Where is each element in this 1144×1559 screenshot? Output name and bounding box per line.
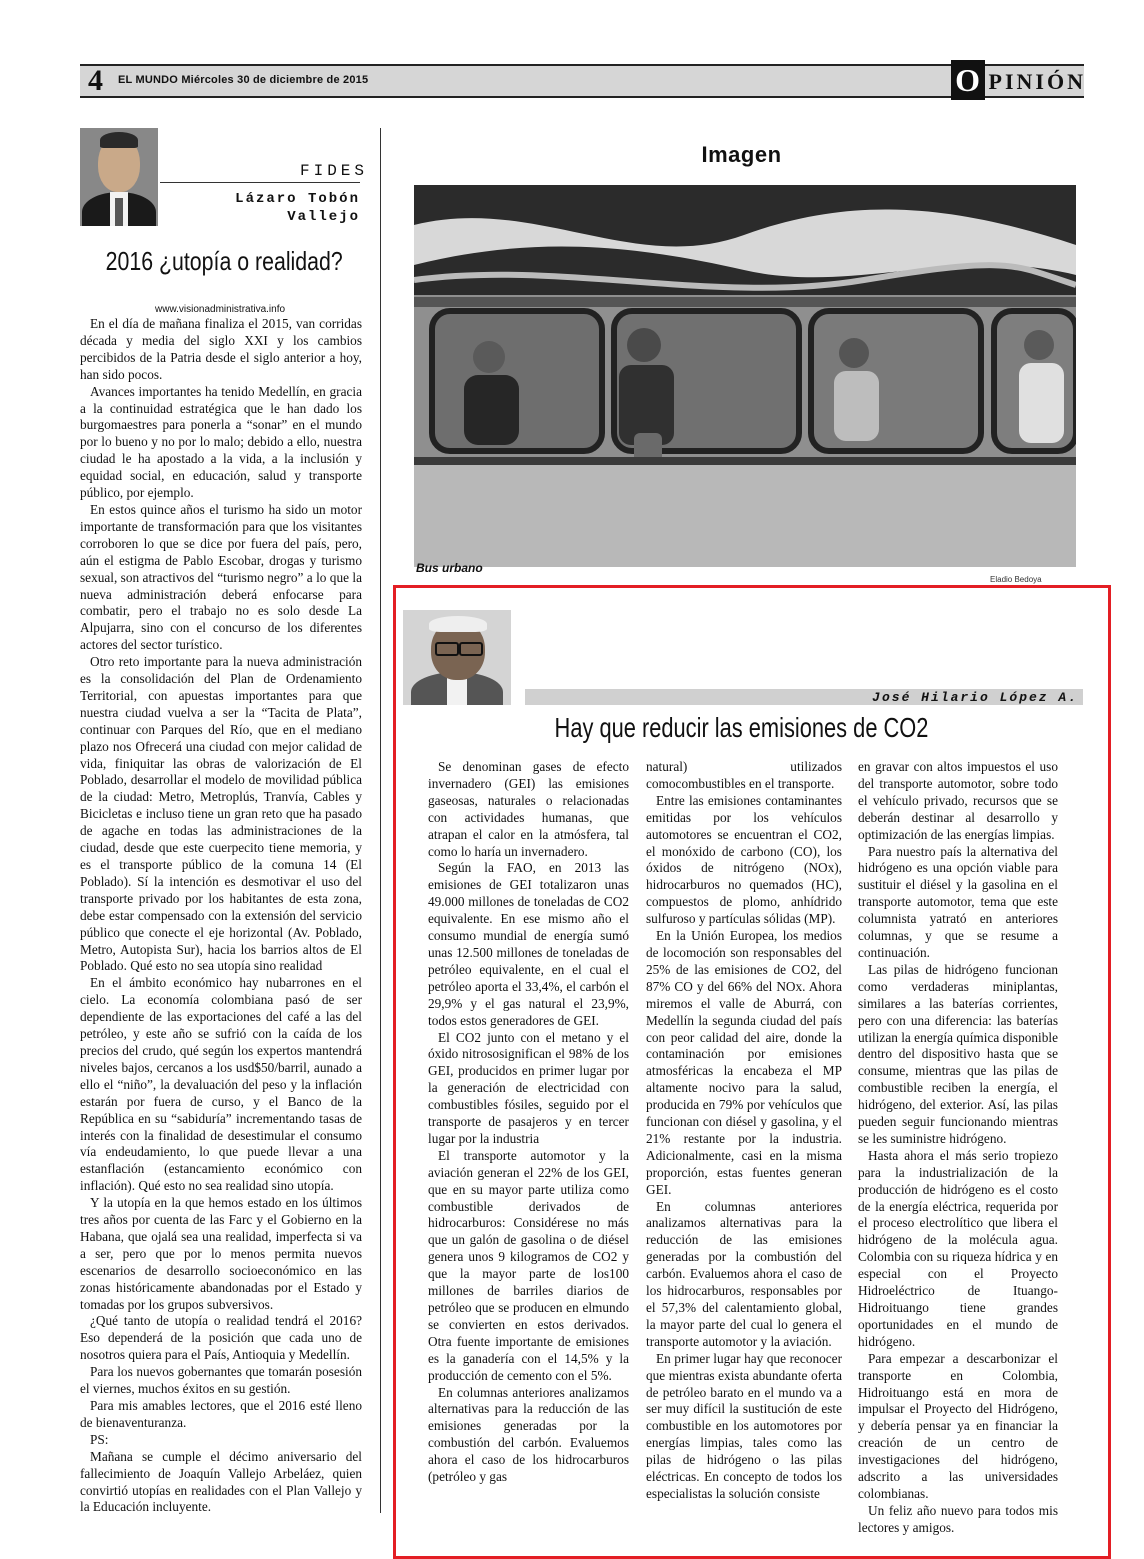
column-divider [380,128,381,1513]
paragraph: Un feliz año nuevo para todos mis lectores y amigos. [858,1502,1058,1535]
right-article-column-3 [858,759,1058,1537]
paragraph: Para los nuevos gobernantes que tomarán posesión el viernes, muchos éxitos en su gestión. [80,1364,362,1397]
bus-photo [414,185,1076,567]
paragraph: Entre las emisiones contaminantes emitidas por los vehículos automotores se encuentran el CO2, el monóxido de carbono (CO), los óxidos de nitrógeno (NOx), hidrocarburos no quemados (HC), compuestos de plomo, anhídrido sulfuroso y partículas sólidas (MP). [646,792,842,927]
paragraph: En estos quince años el turismo ha sido un motor importante de transformación para que los visitantes corroboren lo que se dice por fuera del país, pero, aún el estigma de Pablo Escobar, drogas y turismo sexual, son atractivos del “turismo negro” a lo que la nueva administración deberá enfocarse para combatir, pero el trabajo no es solo desde La Alpujarra, sino con el concurso de los diferentes actores del sector turístico. [80,501,362,653]
columnist-photo [80,128,158,226]
website-url: www.visionadministrativa.info [155,304,286,315]
right-article-column-2 [646,759,842,1503]
paragraph: En la Unión Europea, los medios de locomoción son responsables del 25% de las emisiones de CO2, del 87% CO y del 66% del NOx. Ahora miremos el valle de Aburrá, con Medellín la segunda ciudad del país con peor calidad del aire, donde la contaminación por emisiones atmosféricas la encabeza el MP altamente nocivo para la salud, producida en 79% por vehículos que funcionan con diésel y gasolina, y el 21% restante por la industria. Adicionalmente, casi en la misma proporción, estas fuentes generan GEI. [646,928,842,1197]
left-author-name: Lázaro Tobón Vallejo [235,191,360,225]
column-name-rule [160,182,360,183]
columnist-photo-right [403,610,511,705]
paragraph: ¿Qué tanto de utopía o realidad tendrá el 2016? Eso dependerá de la posición que cada uno de nosotros quiera para el País, Antioquia y Medellín. [80,1313,362,1363]
newspaper-date-line: EL MUNDO Miércoles 30 de diciembre de 2015 [118,74,369,86]
paragraph: En el ámbito económico hay nubarrones en el cielo. La economía colombiana pasó de ser dependiente de las exportaciones del café a las del petróleo, y este año se sufrió con la caída de los precios del crudo, qué según los expertos mantendrá niveles bajos, cercanos a los usd$50/barril, aunado a ello el “niño”, la devaluación del peso y la inflación estarán por fuera de curso, y el Banco de la República en su “sabiduría” incrementando tasas de interés con la finalidad de desestimular el consumo vía endeudamiento, lo que puede llevar a una estanflación (estancamiento económico con inflación). Qué esto no sea realidad sino utopía. [80,975,362,1194]
bus-photo-drawing [414,185,1076,567]
section-logo-initial: O [951,60,985,100]
right-article-column-1 [428,759,629,1486]
left-article-body [80,316,362,1516]
paragraph: Las pilas de hidrógeno funcionan como verdaderas miniplantas, similares a las baterías corrientes, pero con una diferencia: las baterías utilizan la energía química disponible dentro del dispositivo hasta que se consume, mientras que las pilas de combustible reciben la energía, el hidrógeno, del exterior. Así, las pilas pueden seguir funcionando mientras se les suministre hidrógeno. [858,961,1058,1146]
column-name: FIDES [300,162,369,180]
section-logo-text: PINIÓN [988,69,1086,94]
paragraph: PS: [90,1431,109,1447]
section-logo [951,64,1086,100]
paragraph: Se denominan gases de efecto invernadero (GEI) las emisiones gaseosas, naturales o relacionadas con actividades humanas, que atrapan el calor en la atmósfera, tal como lo haría un invernadero. [428,759,629,859]
image-section-title: Imagen [701,142,782,167]
paragraph: en gravar con altos impuestos el uso del transporte automotor, sobre todo el vehículo privado, recursos que se deberán destinar al desarrollo y optimización de las energías limpias. [858,759,1058,842]
paragraph: Según la FAO, en 2013 las emisiones de GEI totalizaron unas 49.000 millones de toneladas de CO2 equivalente. En ese mismo año el consumo mundial de energía sumó unas 12.500 millones de toneladas de petróleo equivalente, en el cual el petróleo aporta el 33,4%, el carbón el 29,9% y el gas natural el 23,9%, todos estos generadores de GEI. [428,860,629,1028]
paragraph: En columnas anteriores analizamos alternativas para la reducción de las emisiones generadas por la combustión del carbón. Evaluemos ahora el caso de los hidrocarburos, responsables por el 57,3% del calentamiento global, la mayor parte del cual lo genera el transporte automotor y la aviación. [646,1198,842,1349]
paragraph: En columnas anteriores analizamos alternativas para la reducción de las emisiones generadas por la combustión del carbón. Evaluemos ahora el caso de los hidrocarburos (petróleo y gas [428,1384,629,1485]
paragraph: En el día de mañana finaliza el 2015, van corridas década y media del siglo XXI y los cambios percibidos de la Patria desde el siglo anterior a hoy, han sido pocos. [80,316,362,382]
left-article-title: 2016 ¿utopía o realidad? [105,246,343,276]
paragraph: Para empezar a descarbonizar el transporte en Colombia, Hidroituango está en mora de impulsar el Proyecto del Hidrógeno, y debería pensar ya en financiar la creación de un centro de investigaciones del hidrógeno, adscrito a las universidades colombianas. [858,1350,1058,1501]
paragraph: natural) utilizados comocombustibles en el transporte. [646,759,842,791]
photo-credit: Eladio Bedoya [990,575,1042,584]
paragraph: Hasta ahora el más serio tropiezo para la industrialización de la producción de hidrógeno es el costo de la energía eléctrica, requerida por el proceso electrolítico que libera el hidrógeno de la molécula agua. Colombia con su riqueza hídrica y en especial con el Proyecto Hidroeléctrico de Ituango-Hidroituango tiene grandes oportunidades en el mundo de hidrógeno. [858,1147,1058,1349]
right-author-name: José Hilario López A. [872,690,1078,705]
page-number: 4 [88,64,103,97]
paragraph: Mañana se cumple el décimo aniversario del fallecimiento de Joaquín Vallejo Arbeláez, quien convirtió utopías en realidades con el Plan Vallejo y la Educación incluyente. [80,1448,362,1515]
paragraph: Y la utopía en la que hemos estado en los últimos tres años por cuenta de las Farc y el Gobierno en la Habana, que ojalá sea una realidad, imperfecta si va a ser, pero que por lo menos permita nuevos escenarios de desarrollo socioeconómico en las zonas históricamente abandonadas por el Estado y tomadas por los grupos subversivos. [80,1195,362,1312]
paragraph: El transporte automotor y la aviación generan el 22% de los GEI, que en su mayor parte utiliza como combustible derivados de hidrocarburos: Considérese no más que un galón de gasolina o de diésel genera unos 9 kilogramos de CO2 y que la mayor parte de los100 millones de barriles diarios de petróleo que se producen en elmundo se convierten en estos derivados. Otra fuente importante de emisiones es la ganadería con el 14,5% y la producción de cemento con el 5%. [428,1147,629,1383]
photo-caption: Bus urbano [416,561,483,575]
paragraph: Para mis amables lectores, que el 2016 esté lleno de bienaventuranza. [80,1398,362,1430]
paragraph: El CO2 junto con el metano y el óxido nitrososignifican el 98% de los GEI, producidos en primer lugar por la generación de electricidad con combustibles fósiles, seguido por el transporte de pasajeros y en tercer lugar por la industria [428,1029,629,1146]
paragraph: Avances importantes ha tenido Medellín, en gracia a la continuidad estratégica que le han dado los burgomaestres para ponerla a “sonar” en el mundo por lo bueno y no por lo malo; debido a ello, nuestra ciudad le ha apostado a la vida, a la inclusión y equidad social, en educación, salud y transporte público, por ejemplo. [80,383,362,501]
right-article-title: Hay que reducir las emisiones de CO2 [554,712,929,743]
paragraph: En primer lugar hay que reconocer que mientras exista abundante oferta de petróleo barato en el mundo va a ser muy difícil la sustitución de este combustible en los automotores por energías limpias, tales como las pilas de hidrógeno o las pilas eléctricas. En concepto de todos los especialistas la solución consiste [646,1350,842,1501]
paragraph: Otro reto importante para la nueva administración es la consolidación del Plan de Ordenamiento Territorial, con apuestas importantes para que nuestra ciudad vuelva a ser la “Tacita de Plata”, continuar con Parques del Río, que en el mediano plazo nos Ofrecerá una ciudad con mejor calidad de vida, finiquitar las obras de valorización de El Poblado, desarrollar el modelo de movilidad pública de la ciudad: Metro, Metroplús, Tranvía, Cables y Bicicletas e incluso tiene un gran reto que ha pasado de agache en todas las administraciones de la ciudad, desde que este cuerpecito tiene memoria, y es el transporte público de la comuna 14 (El Poblado). Sí la intención es desmotivar el uso del transporte privado por los habitantes de esta zona, debe estar compensado con la extensión del servicio público que conecte el eje horizontal (Av. Poblado, Metro, Autopista Sur), hacia los barrios altos de El Poblado. Qué esto no sea utopía sino realidad [80,654,362,974]
paragraph: Para nuestro país la alternativa del hidrógeno es una opción viable para sustituir el diésel y la gasolina en el transporte automotor, tema que este columnista yatrató en anteriores columnas, y que se resume a continuación. [858,843,1058,960]
